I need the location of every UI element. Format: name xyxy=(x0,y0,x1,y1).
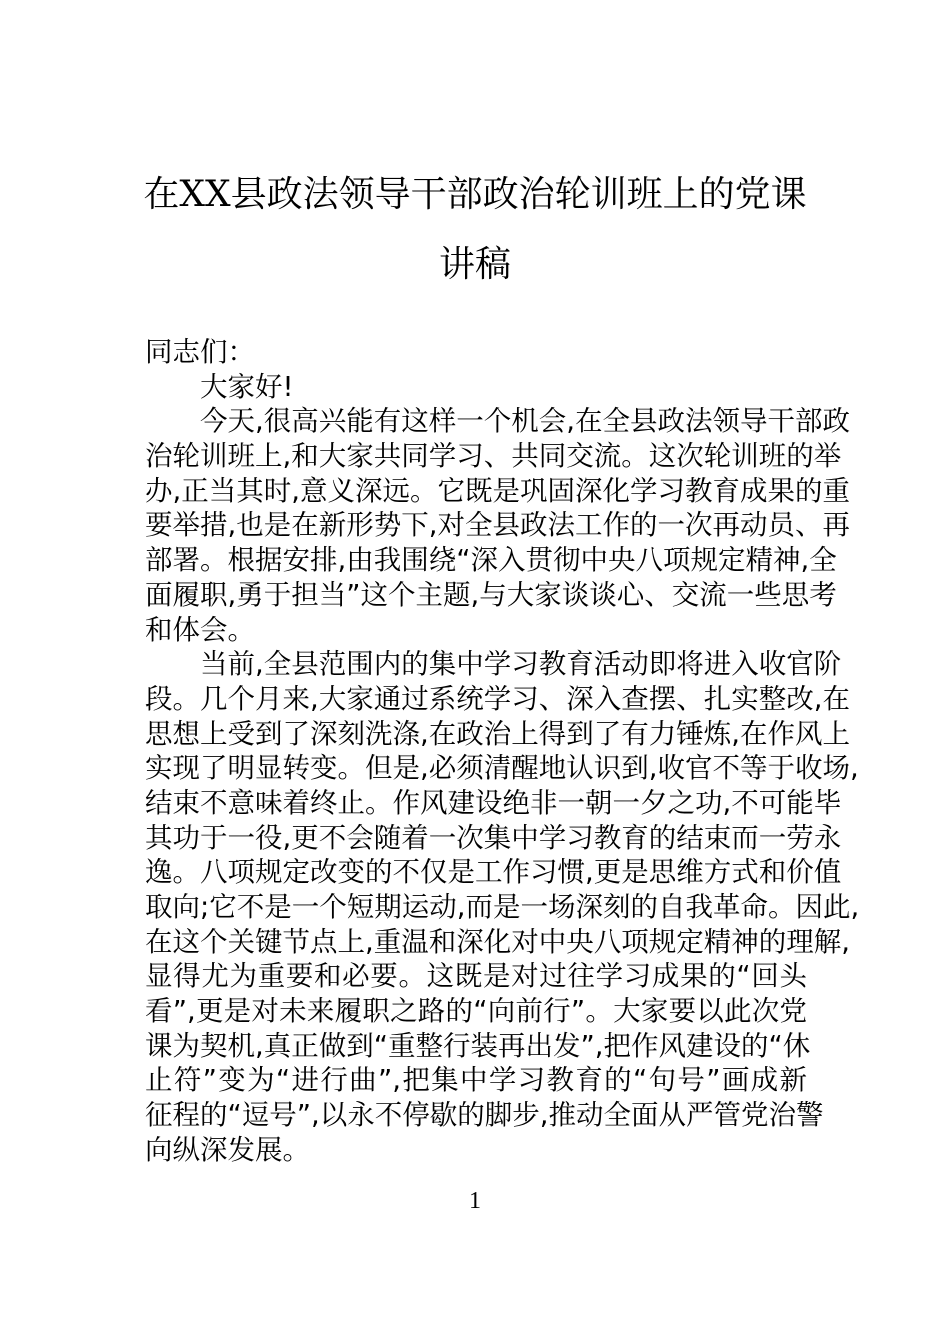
document-title-line-1: 在XX县政法领导干部政治轮训班上的党课 xyxy=(143,174,807,215)
text-line: 办,正当其时,意义深远。它既是巩固深化学习教育成果的重 xyxy=(145,474,850,507)
page-number: 1 xyxy=(469,1188,481,1214)
text-line: 止符”变为“进行曲”,把集中学习教育的“句号”画成新 xyxy=(145,1064,807,1097)
text-line: 大家好! xyxy=(200,370,294,403)
text-line: 要举措,也是在新形势下,对全县政法工作的一次再动员、再 xyxy=(145,509,850,542)
document-title-line-2: 讲稿 xyxy=(438,244,511,285)
text-line: 思想上受到了深刻洗涤,在政治上得到了有力锤炼,在作风上 xyxy=(145,717,850,750)
text-line: 结束不意味着终止。作风建设绝非一朝一夕之功,不可能毕 xyxy=(145,786,842,819)
text-line: 面履职,勇于担当”这个主题,与大家谈谈心、交流一些思考 xyxy=(145,578,837,611)
text-line: 逸。八项规定改变的不仅是工作习惯,更是思维方式和价值 xyxy=(145,856,842,889)
text-line: 显得尤为重要和必要。这既是对过往学习成果的“回头 xyxy=(145,960,807,993)
text-line: 今天,很高兴能有这样一个机会,在全县政法领导干部政 xyxy=(200,405,850,438)
text-line: 同志们： xyxy=(145,336,255,368)
text-line: 实现了明显转变。但是,必须清醒地认识到,收官不等于收场, xyxy=(145,752,859,785)
text-line: 取向;它不是一个短期运动,而是一场深刻的自我革命。因此, xyxy=(145,891,860,923)
document-body xyxy=(145,335,860,1168)
text-line: 和体会。 xyxy=(145,613,255,646)
text-line: 当前,全县范围内的集中学习教育活动即将进入收官阶 xyxy=(200,648,842,681)
text-line: 看”,更是对未来履职之路的“向前行”。大家要以此次党 xyxy=(145,995,807,1028)
text-line: 其功于一役,更不会随着一次集中学习教育的结束而一劳永 xyxy=(145,821,842,854)
text-line: 段。几个月来,大家通过系统学习、深入查摆、扎实整改,在 xyxy=(145,682,850,715)
text-line: 征程的“逗号”,以永不停歇的脚步,推动全面从严管党治警 xyxy=(145,1099,824,1132)
text-line: 在这个关键节点上,重温和深化对中央八项规定精神的理解, xyxy=(145,925,850,958)
text-line: 向纵深发展。 xyxy=(145,1133,310,1166)
text-line: 课为契机,真正做到“重整行装再出发”,把作风建设的“休 xyxy=(145,1029,811,1062)
text-line: 部署。根据安排,由我围绕“深入贯彻中央八项规定精神,全 xyxy=(145,544,837,577)
text-line: 治轮训班上,和大家共同学习、共同交流。这次轮训班的举 xyxy=(145,440,842,473)
